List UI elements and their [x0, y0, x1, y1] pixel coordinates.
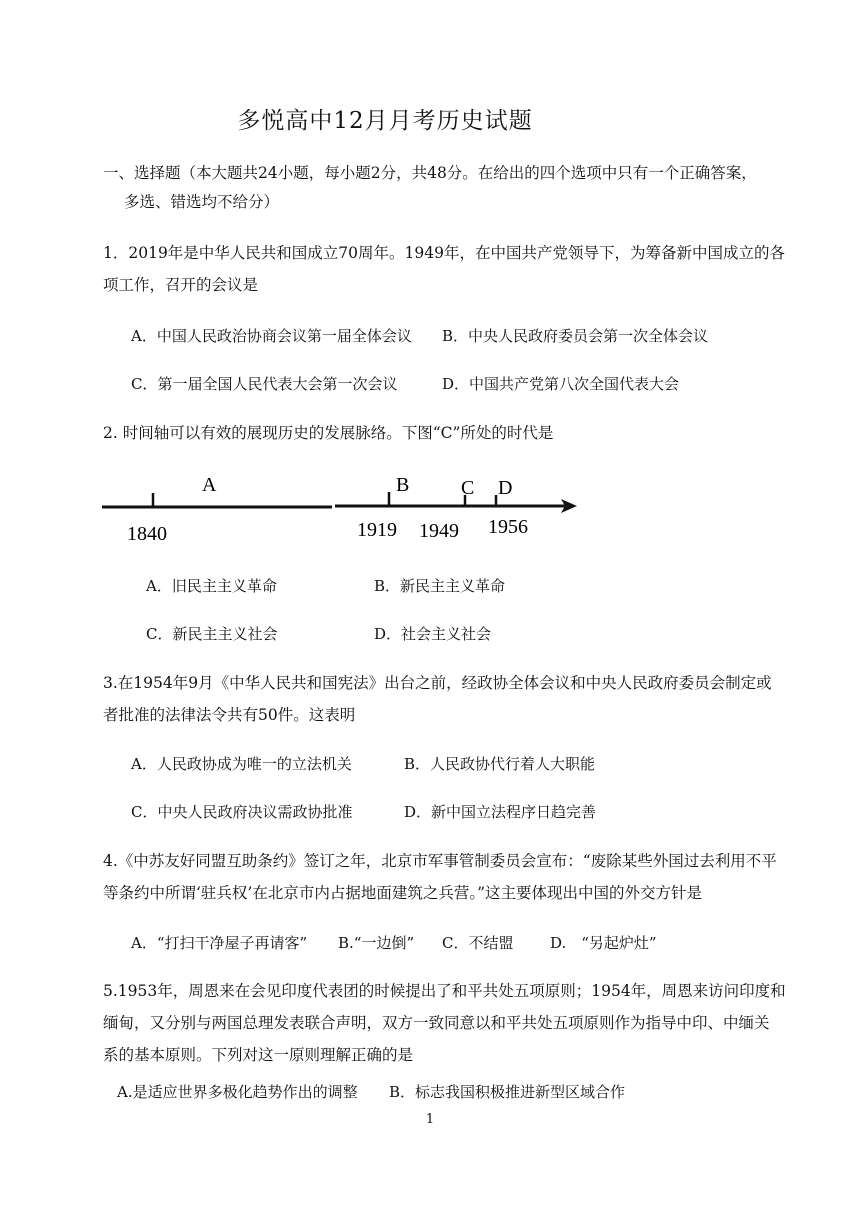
option-b: B.“一边倒” — [338, 934, 415, 952]
option-d: D．社会主义社会 — [374, 625, 492, 643]
option-d: D. “另起炉灶” — [550, 934, 657, 952]
page-number: 1 — [425, 1112, 435, 1127]
section-line: 多选、错选均不给分） — [124, 193, 280, 211]
question-stem-line: 等条约中所谓‘驻兵权’在北京市内占据地面建筑之兵营。”这主要体现出中国的外交方针是 — [103, 884, 703, 902]
question-stem-line: 4.《中苏友好同盟互助条约》签订之年，北京市军事管制委员会宣布：“废除某些外国过去利用不平 — [103, 852, 777, 870]
option-a: A．“打扫干净屋子再请客” — [131, 934, 308, 952]
question-stem-line: 3.在1954年9月《中华人民共和国宪法》出台之前，经政协全体会议和中央人民政府委员会制定或 — [103, 674, 772, 692]
timeline-figure — [95, 466, 585, 546]
option-a: A．旧民主主义革命 — [146, 577, 277, 595]
question-stem-line: 2. 时间轴可以有效的展现历史的发展脉络。下图“C”所处的时代是 — [103, 424, 554, 442]
timeline-label-b: B — [396, 474, 410, 496]
question-stem-line: 1．2019年是中华人民共和国成立70周年。1949年，在中国共产党领导下，为筹备新中国成立的各 — [103, 244, 785, 262]
timeline-year-1840: 1840 — [127, 523, 167, 545]
page-title: 多悦高中12月月考历史试题 — [237, 108, 533, 134]
timeline-label-a: A — [202, 474, 217, 496]
option-a: A．人民政协成为唯一的立法机关 — [131, 755, 352, 773]
option-c: C．中央人民政府决议需政协批准 — [131, 803, 353, 821]
option-b: B．人民政协代行着人大职能 — [404, 755, 596, 773]
timeline-label-c: C — [461, 477, 475, 499]
timeline-year-1956: 1956 — [488, 516, 528, 538]
option-c: C．不结盟 — [442, 934, 514, 952]
option-d: D．新中国立法程序日趋完善 — [404, 803, 597, 821]
option-b: B．中央人民政府委员会第一次全体会议 — [442, 327, 709, 345]
option-b: B．标志我国积极推进新型区域合作 — [389, 1083, 626, 1101]
option-a: A.是适应世界多极化趋势作出的调整 — [117, 1083, 358, 1101]
option-d: D．中国共产党第八次全国代表大会 — [442, 375, 680, 393]
option-c: C．第一届全国人民代表大会第一次会议 — [131, 375, 398, 393]
option-a: A．中国人民政治协商会议第一届全体会议 — [131, 327, 412, 345]
timeline-label-d: D — [498, 477, 513, 499]
section-line: 一、选择题（本大题共24小题，每小题2分，共48分。在给出的四个选项中只有一个正确答案， — [103, 164, 757, 182]
timeline-year-1919: 1919 — [357, 519, 397, 541]
question-stem-line: 5.1953年，周恩来在会见印度代表团的时候提出了和平共处五项原则；1954年，周恩来访问印度和 — [103, 982, 786, 1000]
question-stem-line: 系的基本原则。下列对这一原则理解正确的是 — [103, 1046, 414, 1064]
question-stem-line: 项工作，召开的会议是 — [103, 276, 259, 294]
question-stem-line: 缅甸，又分别与两国总理发表联合声明，双方一致同意以和平共处五项原则作为指导中印、中缅关 — [103, 1014, 770, 1032]
question-stem-line: 者批准的法律法令共有50件。这表明 — [103, 706, 356, 724]
timeline-year-1949: 1949 — [419, 520, 459, 542]
option-c: C．新民主主义社会 — [146, 625, 278, 643]
option-b: B．新民主主义革命 — [374, 577, 506, 595]
